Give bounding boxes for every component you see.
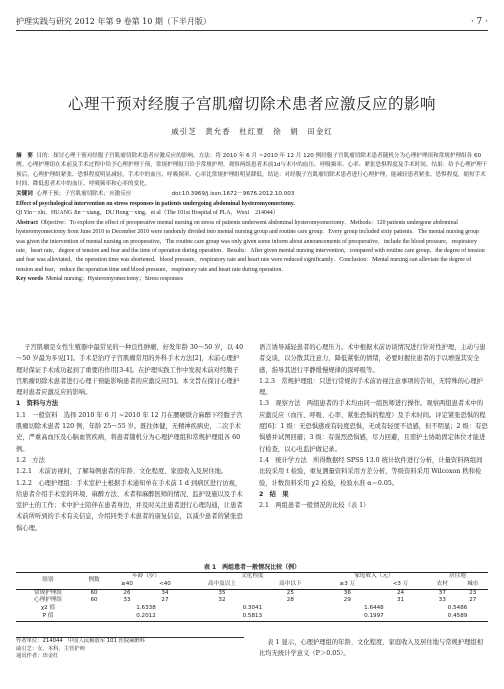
en-abstract-text: Objective：To explore the effect of preoperative mental nursing on stress of patients underwent abdominal hysteromyomectomy．Methods：120 patients undergone abdominal hysteromyomectomy from June 2010 to December 2010 were randomly divided into mental nursing group and routine care group．Every group included sixty patients．The mental nursing group was given the intervention of mental nursing on preoperative，The routine care group was only given some inform about announcements of preoperative，include the blood pressure，respiratory rate，heart rate，degree of tension and fear and the time of operation during operation．Results：After given mental nursing intervention，compared with routine care group，the degree of tension and fear was alleviated，the operation time was shortened，blood pressure，respiratory rate and heart rate were reduced significantly．Conclusion：Mental nursing can alleviate the degree of tension and fear，reduce the operation time and blood pressure，respiratory rate and heart rate during operation． [16,219,485,273]
cell: 27 [469,597,477,604]
th-sub: 农村 [427,581,457,589]
cell-group: 心理护理组 [34,597,62,604]
cell-group: 常规护理组 [34,589,62,596]
result-2-1: 2.1 两组患者一般情况的比较（表 1） [259,502,370,510]
th-n: 例数 [80,573,108,590]
en-abstract-body [16,219,488,275]
statistics-method: 1.4 统计学方法 所得数据经 SPSS 13.0 统计软件进行分析，计量资料两组间比较采用 t 检验，重复测量资料采用方差分析，等级资料采用 Wilcoxon 秩和检验，计数资料采用 χ2 检验，检验水准 α＝0.05。 [259,456,483,487]
cell: 0.3041 [242,605,263,612]
cell: 23 [469,589,477,596]
cell: 26 [123,589,131,596]
th-sub: ≥40 [108,581,146,589]
table-row [16,589,488,597]
observation-method: 1.3 观察方法 两组患者的手术均由同一组医师进行操作。观察两组患者术中的应激反应（血压、呼吸、心率、紧张恐惧的程度）及手术时间。评定紧张恐惧的程度[6]：1 级：无恐惧感或有轻度恐惧，无或有轻度不适感，但不明显；2 级：有恐惧感并试图回避；3 级：有强烈恐惧感，尽力回避，且需护士协助固定体位才能进行检查，以心电监护做记录。 [259,400,488,453]
doi: doi:10.3969/j.issn.1672－9676.2012.10.003 [171,190,295,197]
general-data: 1.1 一般资料 选择 2010 年 6 月 ~2010 年 12 月在腰硬联合麻醉下经腹子宫肌瘤切除术患者 120 例，年龄 25～55 岁。既往体健，无精神疾病史，二次手术史，严重高血压及心脑血管疾病，将患者随机分为心理护理组和常规护理组各 60 例。 [16,411,243,453]
cell: 0.5486 [447,605,468,612]
cell: 1.6448 [364,605,384,612]
section-heading-results: 2 结 果 [259,490,289,498]
keywords-text: 心理干预；子宫肌瘤切除术；应激反应 [36,190,132,197]
table-summary [259,637,488,660]
footnote [16,638,244,661]
method-1-2-2: 1.2.2 心理护理组：手术室护士根据手术通知单在手术前 1 d 到病区进行访视，给患者介绍手术室的环境、麻醉方法、术者和麻醉医师的情况、监护设施以及手术室护士的工作；术中护士陪伴在患者身边，并及时关注患者进行心理沟通，让患者术前所听到的手术有关信息，介绍同类手术患者的康复信息，以减少患者的紧张恐惧心理。 [16,479,243,532]
abstract-label: 摘 要 [16,153,33,159]
th-sub: 城市 [458,581,488,589]
method-1-2-3: 1.2.3 常规护理组：只进行常规的手术前访视注意事项的告知，无特殊的心理护理。 [259,377,483,397]
cell-label: P 值 [42,612,54,619]
footnote-author: 戚引芝：女，本科，主管护师 [16,645,85,652]
cell: 37 [438,589,446,596]
body-right-column [259,342,488,511]
page-number: · 7 · [470,17,488,27]
th-sub: <3 万 [374,581,427,589]
th-residence: 居住地 [449,573,466,579]
cell: 33 [438,597,446,604]
cell: 32 [218,597,226,604]
en-title: Effect of psychological intervention on stress responses in patients undergoing abdominal hysteromyomectomy. [16,201,295,207]
cell: 27 [161,597,169,604]
table-row-chi [16,605,488,613]
section-heading-methods: 1 资料与方法 [16,400,59,408]
th-sub: <40 [146,581,184,589]
table-row-p [16,613,488,621]
en-keywords-text: Mental nursing；Hysteromyomectomy；Stress responses [45,276,184,283]
methods-heading: 1.2 方法 [16,456,45,464]
footnote-correspondence: 通讯作者：田金红 [16,653,59,660]
th-edu: 文化程度 [241,573,264,579]
abstract-cn-body [16,152,488,190]
cell-n: 60 [90,597,98,604]
cell: 1.6338 [136,605,156,612]
table-row [16,597,488,605]
en-keywords-label: Key words [16,276,43,283]
table-caption: 表 1 两组患者一般情况比较（例） [203,564,301,571]
cell: 0.5813 [242,612,263,619]
th-age: 年龄（岁） [132,573,160,579]
running-header [16,14,488,31]
continued-paragraph: 语言诱导减轻患者的心理压力。术中根据术前访谈情况进行针对性护理，主动与患者交谈，以分散其注意力，降低紧张的情绪，必要时握住患者的手以增强其安全感，指导其进行平静缓慢规律的深呼吸等。 [259,344,486,374]
table-1 [16,572,488,622]
th-income: 家庭收入（元） [354,573,394,579]
cell: 34 [161,589,169,596]
cell: 0.1997 [364,612,384,619]
en-keywords-line [16,275,488,284]
en-abstract-label: Abstract [16,219,38,226]
cell: 36 [343,589,351,596]
cell: 29 [343,597,351,604]
journal-info: 护理实践与研究 2012 年第 9 卷第 10 期（下半月版） [16,17,211,26]
th-sub: 高中以下 [260,581,321,589]
cell: 35 [218,589,226,596]
abstract-cn [16,152,488,199]
author-list: 戚引芝 黄允香 杜红夏 徐 娟 田金红 [171,127,333,136]
cell: 33 [123,597,131,604]
keywords-label: 关键词 [16,190,33,197]
cell: 24 [396,589,405,596]
method-1-2-1: 1.2.1 术前访视时，了解每例患者的年龄、文化程度、家庭收入及居住地。 [16,468,228,476]
cell: 31 [396,597,405,604]
cell: 0.4589 [447,612,468,619]
table-summary-text: 表 1 显示，心理护理组的年龄、文化程度、家庭收入及居住地与常规护理组相比均无统计学意义（P＞0.05）。 [259,639,483,658]
cell: 25 [286,589,294,596]
th-group: 组别 [16,573,80,590]
cell-n: 60 [90,589,98,596]
article-title: 心理干预对经腹子宫肌瘤切除术患者应激反应的影响 [67,95,436,113]
th-sub: 高中及以上 [184,581,260,589]
intro-paragraph: 子宫肌瘤是女性生殖器中最常见的一种良性肿瘤，好发年龄 30～50 岁，以 40～50 岁最为多见[1]。手术是治疗子宫肌瘤常用的外科手术方法[2]，术前心理护理对保证手术成功起到了重要的作用[3-4]。在护理实践工作中发现术前对经腹子宫肌瘤切除术患者进行心理干预能影响患者的应激反应[5]。本文旨在探讨心理护理对患者应激反应的影响。 [16,344,244,397]
th-sub: ≥3 万 [321,581,374,589]
en-authors: QI Yin－zhi，HUANG Jin－xiang，DU Hong－xing，et al（The 101st Hospital of PLA，Wuxi 214044） [16,210,279,217]
abstract-en [16,200,488,285]
keywords-line [16,190,488,199]
footnote-affiliation: 作者单位：214044 中国人民解放军 101 医院麻醉科 [16,638,146,644]
cell: 28 [286,597,294,604]
cell-label: χ2 值 [40,605,56,612]
body-left-column [16,342,244,534]
cell: 0.2012 [136,612,156,619]
abstract-text: 目的：探讨心理干预对经腹子宫肌瘤切除术患者应激反应的影响。方法：将 2010 年 6 月 ~2010 年 12 月 120 例经腹子宫肌瘤切除术患者随机分为心理护理组和常规护理组各 60 例。心理护理组在术前及手术过程中给予心理护理干预，常规护理组只给予常规护理。观察两组患者术前1d与术中的血压、呼吸频率、心率、紧张恐惧程度及手术时间。结果：给予心理护理干预后，心理护理组紧张、恐惧程度明显减轻，手术中的血压、呼吸频率、心率比常规护理组明显降低。结论：对经腹子宫肌瘤切除术患者进行心理护理，能减轻患者紧张、恐惧程度，缩短手术时间，降低患者术中的血压、呼吸频率和心率的变化。 [16,153,488,188]
